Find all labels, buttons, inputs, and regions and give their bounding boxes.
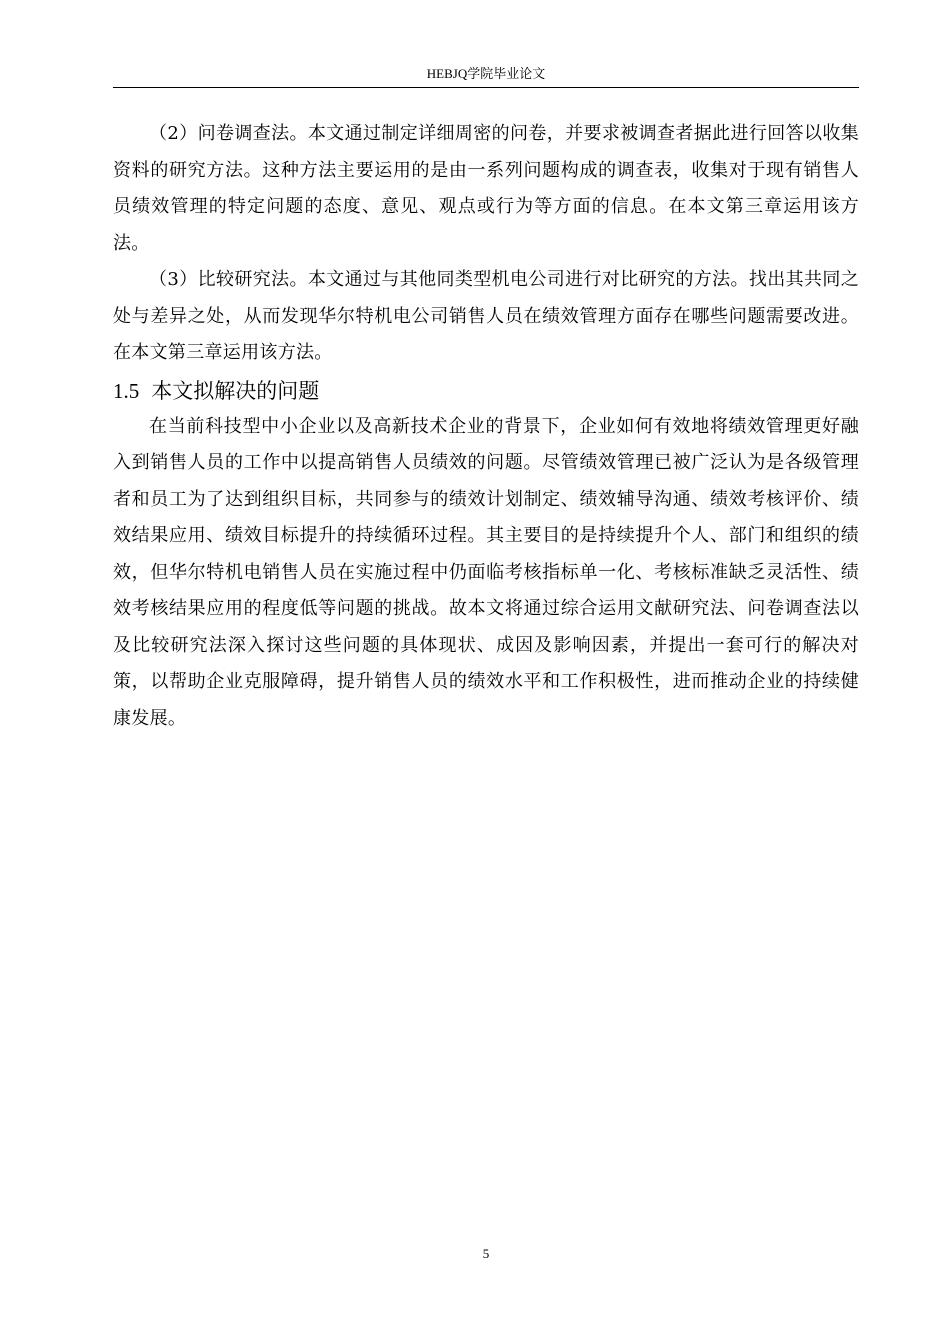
body-text: [113, 116, 859, 737]
running-header: HEBJQ学院毕业论文: [426, 66, 546, 81]
paragraph-comparative-method: （3）比较研究法。本文通过与其他同类型机电公司进行对比研究的方法。找出其共同之处与差异之处，从而发现华尔特机电公司销售人员在绩效管理方面存在哪些问题需要改进。在本文第三章运用该方法。: [113, 269, 859, 363]
page-number: 5: [482, 1246, 490, 1261]
section-number: 1.5: [113, 378, 140, 403]
paragraph-problem-statement: 在当前科技型中小企业以及高新技术企业的背景下，企业如何有效地将绩效管理更好融入到销售人员的工作中以提高销售人员绩效的问题。尽管绩效管理已被广泛认为是各级管理者和员工为了达到组织目标，共同参与的绩效计划制定、绩效辅导沟通、绩效考核评价、绩效结果应用、绩效目标提升的持续循环过程。其主要目的是持续提升个人、部门和组织的绩效，但华尔特机电销售人员在实施过程中仍面临考核指标单一化、考核标准缺乏灵活性、绩效考核结果应用的程度低等问题的挑战。故本文将通过综合运用文献研究法、问卷调查法以及比较研究法深入探讨这些问题的具体现状、成因及影响因素，并提出一套可行的解决对策，以帮助企业克服障碍，提升销售人员的绩效水平和工作积极性，进而推动企业的持续健康发展。: [113, 415, 859, 729]
header-divider: [113, 87, 859, 88]
section-heading: [113, 375, 859, 407]
paragraph-questionnaire-method: （2）问卷调查法。本文通过制定详细周密的问卷，并要求被调查者据此进行回答以收集资料的研究方法。这种方法主要运用的是由一系列问题构成的调查表，收集对于现有销售人员绩效管理的特定问题的态度、意见、观点或行为等方面的信息。在本文第三章运用该方法。: [113, 123, 859, 254]
section-title: 本文拟解决的问题: [151, 378, 320, 403]
